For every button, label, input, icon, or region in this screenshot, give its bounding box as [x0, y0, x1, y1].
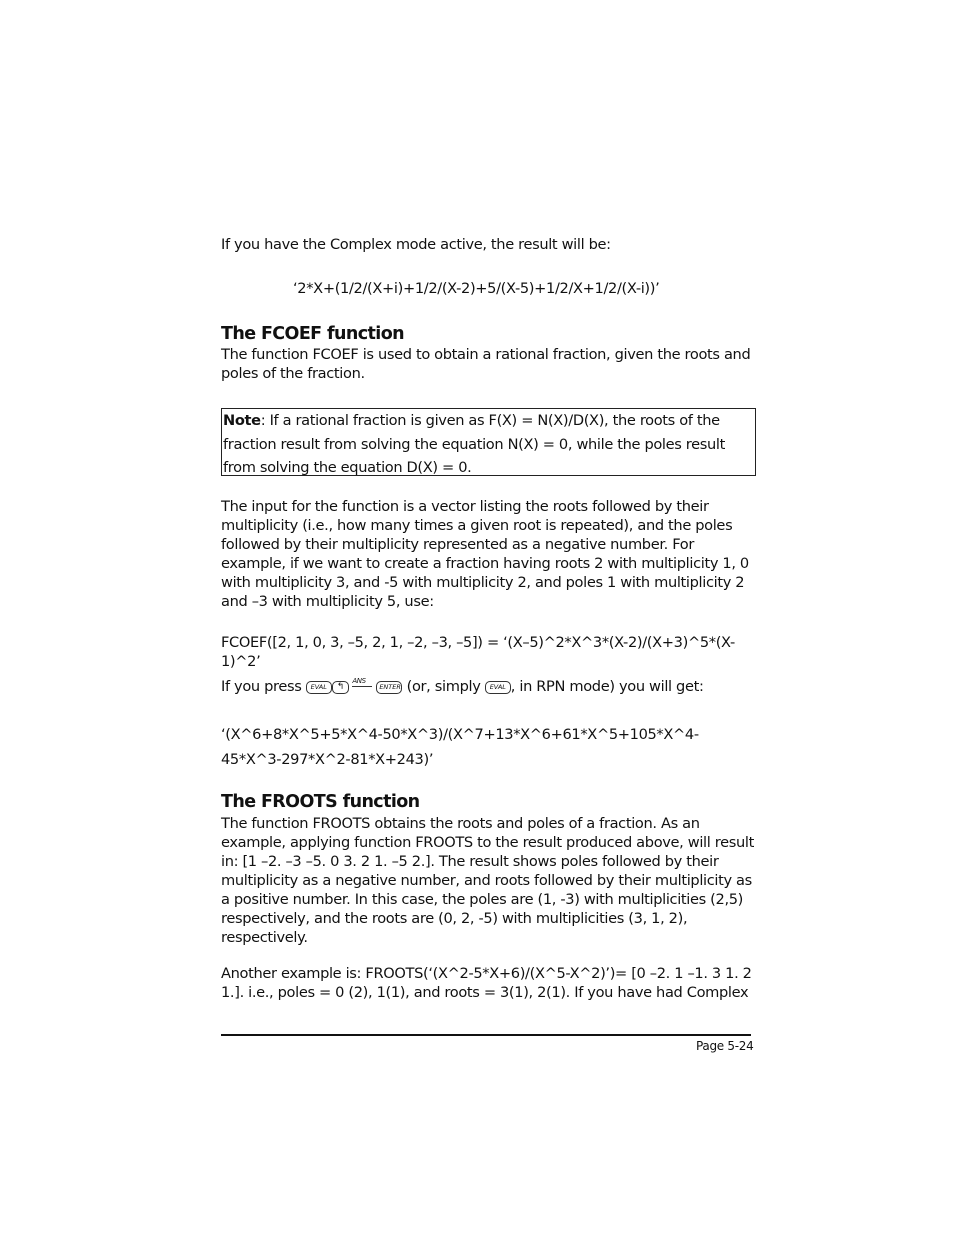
- press-prefix: If you press: [221, 678, 302, 695]
- complex-result-expression: ‘2*X+(1/2/(X+i)+1/2/(X-2)+5/(X-5)+1/2/X+1/2/(X-i))’: [293, 280, 660, 297]
- fcoef-example: FCOEF([2, 1, 0, 3, –5, 2, 1, –2, –3, –5]) = ‘(X–5)^2*X^3*(X-2)/(X+3)^5*(X-1)^2’: [221, 634, 735, 670]
- note-label: Note: [223, 412, 261, 429]
- froots-description: The function FROOTS obtains the roots and poles of a fraction. As an example, applying function FROOTS to the result produced above, will result in: [1 –2. –3 –5. 0 3. 2 1. –5 2.]. The result shows poles followed by their multiplicity as a negative number, and roots followed by their multiplicity as a positive number. In this case, the poles are (1, -3) with multiplicities (2,5) respectively, and the roots are (0, 2, -5) with multiplicities (3, 1, 2), respectively.: [221, 815, 754, 946]
- ans-label: ANS: [352, 677, 372, 687]
- note-box: [221, 408, 756, 476]
- froots-another-example: Another example is: FROOTS(‘(X^2-5*X+6)/(X^5-X^2)’)= [0 –2. 1 –1. 3 1. 2 1.]. i.e., poles = 0 (2), 1(1), and roots = 3(1), 2(1). If you have had Complex: [221, 965, 752, 1001]
- froots-heading: The FROOTS function: [221, 792, 420, 812]
- intro-text: If you have the Complex mode active, the result will be:: [221, 236, 611, 253]
- page-number: Page 5-24: [696, 1039, 754, 1053]
- note-text: : If a rational fraction is given as F(X) = N(X)/D(X), the roots of the fraction result from solving the equation N(X) = 0, while the poles result from solving the equation D(X) = 0.: [223, 412, 725, 476]
- eval-key-icon: EVAL: [306, 681, 332, 694]
- footer-rule: [221, 1034, 751, 1036]
- fcoef-input-description: The input for the function is a vector listing the roots followed by their multiplicity (i.e., how many times a given root is repeated), and the poles followed by their multiplicity represented as a negative number. For example, if we want to create a fraction having roots 2 with multiplicity 1, 0 with multiplicity 3, and -5 with multiplicity 2, and poles 1 with multiplicity 2 and –3 with multiplicity 5, use:: [221, 498, 749, 610]
- press-suffix: , in RPN mode) you will get:: [510, 678, 704, 695]
- expanded-result: ‘(X^6+8*X^5+5*X^4-50*X^3)/(X^7+13*X^6+61*X^5+105*X^4-45*X^3-297*X^2-81*X+243)’: [221, 726, 699, 768]
- eval-key-icon-rpn: EVAL: [485, 681, 511, 694]
- left-shift-key-icon: ↰: [332, 681, 350, 694]
- fcoef-description: The function FCOEF is used to obtain a rational fraction, given the roots and poles of the fraction.: [221, 346, 751, 382]
- keystroke-instruction: [221, 677, 756, 696]
- note-content: [223, 409, 755, 480]
- enter-key-icon: ENTER: [376, 681, 402, 694]
- press-middle: (or, simply: [406, 678, 481, 695]
- fcoef-heading: The FCOEF function: [221, 324, 404, 344]
